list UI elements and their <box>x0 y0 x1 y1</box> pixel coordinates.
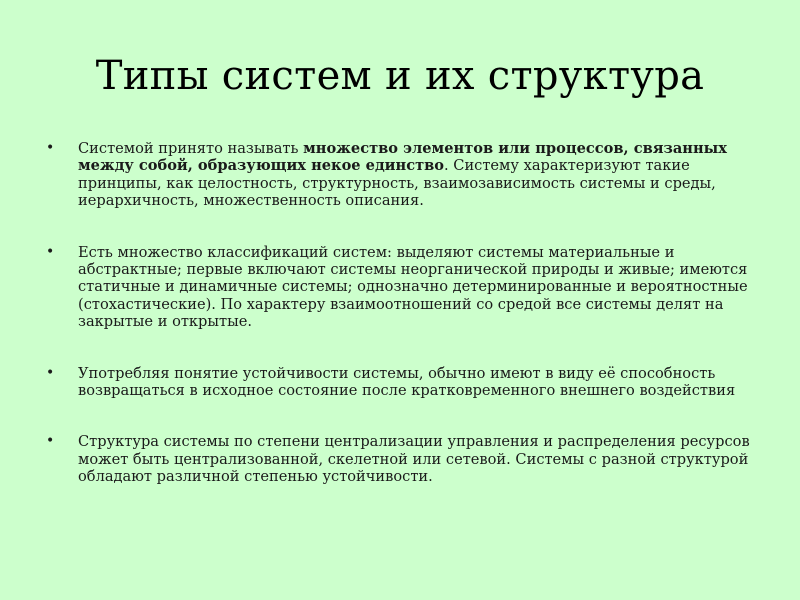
bullet-text <box>78 140 727 209</box>
bullet-text <box>78 244 748 331</box>
bullet-text-emphasis: множество элементов или процессов, связанных между собой, образующих некое единство <box>78 140 727 175</box>
bullet-dot-icon: • <box>46 433 55 450</box>
bullet-text-part: Структура системы по степени централизации управления и распределения ресурсов может быть централизованной, скелетной или сетевой. Системы с разной структурой обладают различной степенью устойчивости. <box>78 433 750 486</box>
bullet-item-classification <box>46 244 758 331</box>
bullet-text-part: Есть множество классификаций систем: выделяют системы материальные и абстрактные; первые включают системы неорганической природы и живые; имеются статичные и динамичные системы; однозначно детерминированные и вероятностные (стохастические). По характеру взаимоотношений со средой все системы делят на закрытые и открытые. <box>78 243 748 331</box>
bullet-text-part: . Систему характеризуют такие принципы, как целостность, структурность, взаимозависимость системы и среды, иерархичность, множественность описания. <box>78 157 716 210</box>
bullet-item-structure <box>46 433 758 485</box>
bullet-text <box>78 365 735 399</box>
bullet-item-definition <box>46 140 758 210</box>
bullet-text-part: Употребляя понятие устойчивости системы, обычно имеют в виду её способность возвращаться в исходное состояние после кратковременного внешнего воздействия <box>78 364 736 400</box>
bullet-list <box>46 140 758 520</box>
bullet-text <box>78 433 750 485</box>
bullet-item-stability <box>46 365 758 400</box>
bullet-dot-icon: • <box>46 243 55 260</box>
bullet-text-part: Системой принято называть <box>78 140 304 157</box>
slide-title: Типы систем и их структура <box>95 53 705 99</box>
bullet-dot-icon: • <box>46 364 55 381</box>
bullet-dot-icon: • <box>46 140 55 156</box>
